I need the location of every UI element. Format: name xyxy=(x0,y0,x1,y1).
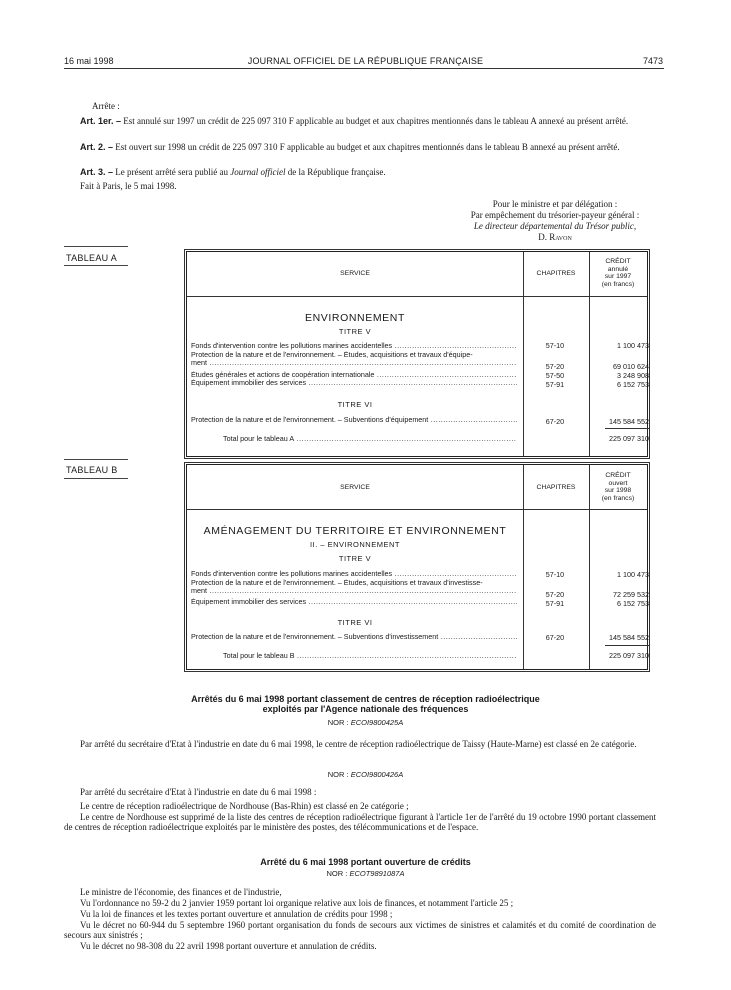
tableau-b-row-3-chap: 57-20 xyxy=(545,590,565,599)
classement-para-1: Par arrêté du secrétaire d'Etat à l'industrie en date du 6 mai 1998, le centre de réception radioélectrique de Taissy (Haute-Marne) est classé en 2e catégorie. xyxy=(80,739,637,749)
credits-para-1: Le ministre de l'économie, des finances et de l'industrie, xyxy=(80,887,282,897)
tableau-a-section: ENVIRONNEMENT xyxy=(305,312,405,324)
tableau-b-head-service: SERVICE xyxy=(340,484,370,491)
signature-name: D. Ravon xyxy=(538,232,572,242)
tableau-a-label: TABLEAU A xyxy=(66,253,118,263)
tableau-a-row-4-chap: 57-50 xyxy=(545,371,565,380)
tableau-b-row-5-val: 145 584 552 xyxy=(609,633,649,642)
tableau-b-head-chapitres: CHAPITRES xyxy=(536,484,576,491)
tableau-a-row-1-label: Fonds d'intervention contre les pollutions marines accidentelles ..... xyxy=(191,342,517,350)
nor-3-prefix: NOR : xyxy=(326,869,350,878)
tableau-a-titre-vi: TITRE VI xyxy=(337,400,373,409)
tableau-a-row-4-val: 3 248 908 xyxy=(617,371,649,380)
tableau-a-total-label: Total pour le tableau A ..... xyxy=(223,435,517,443)
tableau-b-head-credit xyxy=(589,472,647,502)
nor-2-code: ECOI9800426A xyxy=(350,770,404,779)
tableau-b-head-credit-3: sur 1998 xyxy=(604,487,632,494)
tableau-a-row-1-chap: 57-10 xyxy=(545,341,565,350)
tableau-b-titre-v: TITRE V xyxy=(338,554,372,563)
tableau-b-row-5-chap: 67-20 xyxy=(545,633,565,642)
tableau-b-sum-line xyxy=(605,645,649,646)
tableau-a-row-5-label: Équipement immobilier des services ..... xyxy=(191,379,517,387)
tableau-b-row-2-label: Protection de la nature et de l'environnement. – Études, acquisitions et travaux d'investisse- xyxy=(191,579,483,587)
credits-heading: Arrêté du 6 mai 1998 portant ouverture de crédits xyxy=(260,857,471,867)
article-3-text-b: de la République française. xyxy=(285,167,386,177)
tableau-a-row-6-val: 145 584 552 xyxy=(609,417,649,426)
article-1-text: Est annulé sur 1997 un crédit de 225 097 310 F applicable au budget et aux chapitres mentionnés dans le tableau A annexé au présent arrêté. xyxy=(121,116,629,126)
tableau-a-row-3-val: 69 010 624 xyxy=(613,362,649,371)
signature-line-2: Par empêchement du trésorier-payeur général : xyxy=(470,210,640,220)
tableau-a-head-credit-2: annulé xyxy=(607,265,629,273)
tableau-a-rule-top xyxy=(64,246,128,247)
credits-para-3: Vu la loi de finances et les textes portant ouverture et annulation de crédits pour 1998 ; xyxy=(80,909,393,919)
tableau-b-total-label: Total pour le tableau B ..... xyxy=(223,652,517,660)
tableau-a-sum-line xyxy=(605,428,649,429)
tableau-a-row-5-chap: 57-91 xyxy=(545,380,565,389)
tableau-b-row-5-label: Protection de la nature et de l'environnement. – Subventions d'investissement ..... xyxy=(191,633,517,641)
article-2-text: Est ouvert sur 1998 un crédit de 225 097 310 F applicable au budget et aux chapitres mentionnés dans le tableau B annexé au présent arrêté. xyxy=(113,142,620,152)
journal-title: JOURNAL OFFICIEL DE LA RÉPUBLIQUE FRANÇAISE xyxy=(247,56,484,66)
header-rule xyxy=(64,68,664,69)
tableau-a-row-3-label: ment ..... xyxy=(191,359,517,367)
tableau-a-titre-v: TITRE V xyxy=(338,327,372,336)
classement-heading-line-1: Arrêtés du 6 mai 1998 portant classement de centres de réception radioélectrique xyxy=(191,694,540,704)
credits-para-4: Vu le décret no 60-944 du 5 septembre 1960 portant organisation du fonds de secours aux victimes de sinistres et calamités et du comité de coordination de secours aux sinistrés ; xyxy=(64,920,656,940)
tableau-a-rule-bottom xyxy=(64,265,128,266)
article-2-label: Art. 2. – xyxy=(80,142,114,152)
tableau-a-row-1-val: 1 100 473 xyxy=(617,341,649,350)
article-3 xyxy=(64,168,656,178)
tableau-b-row-4-val: 6 152 753 xyxy=(617,599,649,608)
tableau-b-head-credit-1: CRÉDIT xyxy=(605,472,631,479)
article-3-label: Art. 3. – xyxy=(80,167,114,177)
credits-para-5: Vu le décret no 98-308 du 22 avril 1998 portant ouverture et annulation de crédits. xyxy=(80,941,377,951)
classement-heading xyxy=(0,694,731,714)
tableau-b-row-1-chap: 57-10 xyxy=(545,570,565,579)
tableau-a-head-service: SERVICE xyxy=(340,270,370,277)
signature-block xyxy=(440,199,670,243)
tableau-b-rule-bottom xyxy=(64,478,128,479)
tableau-b-row-1-label: Fonds d'intervention contre les pollutions marines accidentelles ..... xyxy=(191,570,517,578)
tableau-b-titre-vi: TITRE VI xyxy=(337,618,373,627)
article-2 xyxy=(64,143,656,153)
tableau-b-label: TABLEAU B xyxy=(66,465,118,475)
tableau-a-row-4-label: Études générales et actions de coopération internationale ..... xyxy=(191,371,517,379)
classement-heading-line-2: exploités par l'Agence nationale des fréquences xyxy=(262,704,469,714)
tableau-b-section: AMÉNAGEMENT DU TERRITOIRE ET ENVIRONNEMENT xyxy=(203,525,507,537)
signature-line-1: Pour le ministre et par délégation : xyxy=(492,199,618,209)
tableau-a-row-6-label: Protection de la nature et de l'environnement. – Subventions d'équipement ..... xyxy=(191,416,517,424)
header-date: 16 mai 1998 xyxy=(64,56,114,66)
page-number: 7473 xyxy=(642,56,663,66)
classement-para-3: Le centre de réception radioélectrique de Nordhouse (Bas-Rhin) est classé en 2e catégorie ; xyxy=(80,801,409,811)
tableau-b-head-credit-2: ouvert xyxy=(608,479,628,487)
classement-para-4: Le centre de Nordhouse est supprimé de la liste des centres de réception radioélectrique figurant à l'article 1er de l'arrêté du 19 octobre 1990 portant classement de centres de réception radioélectrique exploités par le ministère des postes, des télécommunications et de l'espace. xyxy=(64,812,656,832)
tableau-a-head-chapitres: CHAPITRES xyxy=(536,270,576,277)
signature-line-3: Le directeur départemental du Trésor public, xyxy=(473,221,637,231)
tableau-a-head-credit-3: sur 1997 xyxy=(604,273,632,280)
tableau-b-row-4-chap: 57-91 xyxy=(545,599,565,608)
tableau-b-row-1-val: 1 100 473 xyxy=(617,570,649,579)
nor-1-code: ECOI9800425A xyxy=(350,718,404,727)
tableau-b-total-val: 225 097 310 xyxy=(609,651,649,660)
tableau-b-rule-top xyxy=(64,459,128,460)
tableau-a-head-credit xyxy=(589,258,647,288)
nor-1-prefix: NOR : xyxy=(327,718,351,727)
nor-2 xyxy=(0,770,731,779)
tableau-a-row-6-chap: 67-20 xyxy=(545,417,565,426)
article-1 xyxy=(64,117,656,127)
tableau-a-row-3-chap: 57-20 xyxy=(545,362,565,371)
nor-3-code: ECOT9891087A xyxy=(349,869,405,878)
nor-3 xyxy=(0,869,731,878)
fait-a-paris: Fait à Paris, le 5 mai 1998. xyxy=(80,181,177,191)
tableau-a-row-5-val: 6 152 753 xyxy=(617,380,649,389)
tableau-b-subsection: II. – ENVIRONNEMENT xyxy=(310,540,400,549)
tableau-b-row-4-label: Équipement immobilier des services ..... xyxy=(191,598,517,606)
nor-2-prefix: NOR : xyxy=(327,770,351,779)
credits-para-2: Vu l'ordonnance no 59-2 du 2 janvier 1959 portant loi organique relative aux lois de finances, et notamment l'article 25 ; xyxy=(80,898,514,908)
article-3-text-a: Le présent arrêté sera publié au xyxy=(113,167,231,177)
classement-para-2: Par arrêté du secrétaire d'Etat à l'industrie en date du 6 mai 1998 : xyxy=(80,787,317,797)
tableau-a-head-credit-1: CRÉDIT xyxy=(605,258,631,265)
tableau-a xyxy=(186,251,648,457)
article-1-label: Art. 1er. – xyxy=(80,116,122,126)
tableau-b-row-3-val: 72 259 532 xyxy=(613,590,649,599)
tableau-b-row-3-label: ment ..... xyxy=(191,587,517,595)
arrete-line: Arrête : xyxy=(92,101,120,111)
tableau-a-head-credit-4: (en francs) xyxy=(601,280,635,288)
article-3-text-italic: Journal officiel xyxy=(230,167,286,177)
tableau-a-total-val: 225 097 310 xyxy=(609,434,649,443)
tableau-b-head-credit-4: (en francs) xyxy=(601,494,635,502)
tableau-b xyxy=(186,464,648,670)
tableau-a-row-2-label: Protection de la nature et de l'environnement. – Études, acquisitions et travaux d'équipe- xyxy=(191,351,473,359)
nor-1 xyxy=(0,718,731,727)
